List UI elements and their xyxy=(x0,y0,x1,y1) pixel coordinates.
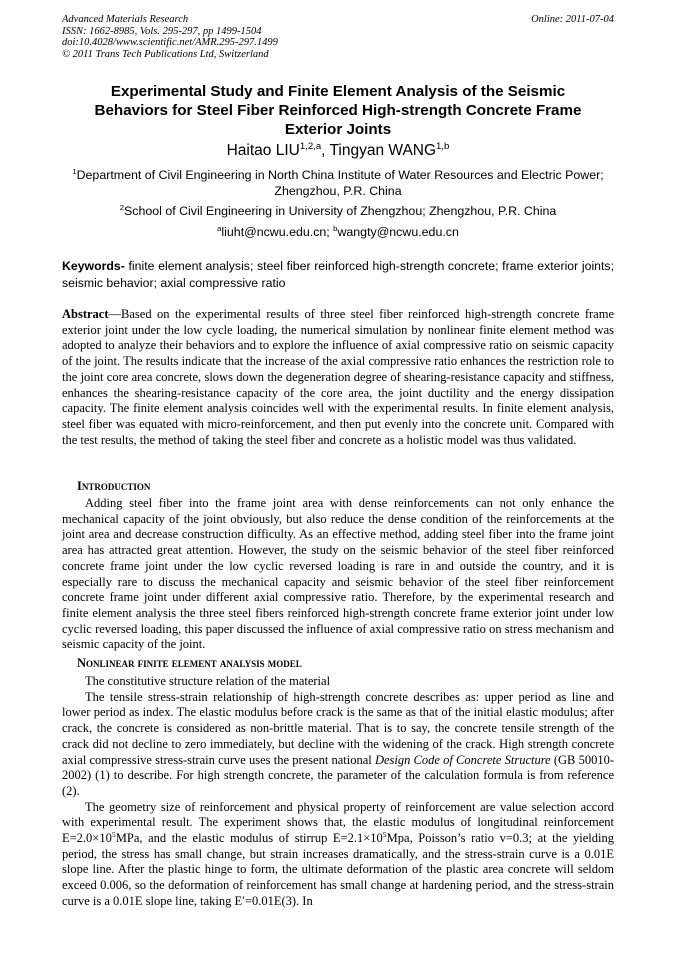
keywords-text: finite element analysis; steel fiber reinforced high-strength concrete; frame exterior joints; seismic behavior; axial compressive ratio xyxy=(62,259,614,290)
intro-block xyxy=(62,496,614,653)
email-sup-a: a xyxy=(217,223,222,233)
issn-line: ISSN: 1662-8985, Vols. 295-297, pp 1499-1504 xyxy=(62,25,262,37)
journal-header xyxy=(62,14,278,60)
affiliation-1 xyxy=(62,167,614,199)
doi-line: doi:10.4028/www.scientific.net/AMR.295-297.1499 xyxy=(62,37,278,48)
author-1-name: Haitao LIU xyxy=(226,142,300,159)
email-sup-b: b xyxy=(333,223,338,233)
email-a: liuht@ncwu.edu.cn; xyxy=(221,225,334,239)
affiliation-2 xyxy=(62,203,614,219)
author-1-sup: 1,2,a xyxy=(299,140,322,152)
nfem-p3-sup-1: 5 xyxy=(111,829,116,839)
author-separator: , xyxy=(321,142,330,159)
nfem-paragraph-2 xyxy=(62,690,614,800)
title-line-2: Behaviors for Steel Fiber Reinforced High-strength Concrete Frame xyxy=(94,102,582,119)
abstract-text: —Based on the experimental results of three steel fiber reinforced high-strength concrete frame exterior joint under the low cycle loading, the numerical simulation by nonlinear finite element method was adopted to analyze their behaviors and to explore the influence of axial compressive ratio on seismic capacity of the joint. The results indicate that the increase of the axial compressive ratio enhances the restriction role to the joint core area concrete, slows down the degeneration degree of shearing-resistance capacity and stiffness, enhances the shearing-resistance capacity of the core area, the joint ductility and the energy dissipation capacity. The finite element analysis coincides well with the experimental results. In finite element analysis, steel fiber was equated with micro-reinforcement, and then put evenly into the concrete unit. Compared with the test results, the method of taking the steel fiber and concrete as a holistic model was thus validated. xyxy=(62,307,614,447)
nfem-p3-text-a: The geometry size of reinforcement and physical property of reinforcement are value selection accord with experimental result. The experiment shows that, the elastic modulus of longitudinal reinforcement E=2.0×10 xyxy=(62,799,614,846)
email-line xyxy=(62,224,614,240)
abstract-block xyxy=(62,307,614,448)
keywords-block xyxy=(62,258,614,291)
journal-name: Advanced Materials Research xyxy=(62,14,189,25)
title-line-3: Exterior Joints xyxy=(284,121,392,138)
aff1-line-2: Zhengzhou, P.R. China xyxy=(274,184,402,198)
paper-title xyxy=(62,82,614,139)
aff2-sup: 2 xyxy=(119,202,124,212)
nfem-p2-text-a: The tensile stress-strain relationship of high-strength concrete describes as: upper period as line and lower period as index. The elastic modulus before crack is the same as that of the initial elastic modulus; after crack, the concrete is considered as non-brittle material. That is to say, the concrete tensile strength of the crack did not decline to zero immediately, but decline with the widening of the crack. High strength concrete axial compressive stress-strain curve uses the present national xyxy=(62,689,614,767)
copyright-line: © 2011 Trans Tech Publications Ltd, Switzerland xyxy=(62,48,269,60)
nfem-block xyxy=(62,674,614,910)
nfem-p3-sup-2: 5 xyxy=(382,829,387,839)
nfem-heading: Nonlinear finite element analysis model xyxy=(77,656,302,670)
email-b: wangty@ncwu.edu.cn xyxy=(337,225,459,239)
nfem-paragraph-1: The constitutive structure relation of the material xyxy=(85,674,331,688)
nfem-paragraph-3 xyxy=(62,800,614,910)
author-2-sup: 1,b xyxy=(436,140,450,152)
nfem-p3-text-c: Mpa, Poisson’s ratio v=0.3; at the yielding period, the stress has small change, but strain increases dramatically, and the stress-strain curve is a 0.01E slope line. After the plastic hinge to form, the ultimate deformation of the plastic area concrete will seldom exceed 0.006, so the deformation of reinforcement has small change at hardening period, and the stress-strain curve is a 0.01E slope line, taking E′=0.01E(3). In xyxy=(62,831,614,908)
aff1-sup: 1 xyxy=(72,166,77,176)
author-2-name: Tingyan WANG xyxy=(329,142,437,159)
nfem-p2-text-b: (GB 50010-2002) (1) to describe. For high strength concrete, the parameter of the calculation formula is from reference (2). xyxy=(62,752,614,798)
keywords-label: Keywords- xyxy=(62,259,125,273)
nfem-p3-text-b: MPa, and the elastic modulus of stirrup E=2.1×10 xyxy=(115,831,383,846)
abstract-label: Abstract xyxy=(62,307,109,321)
online-date: Online: 2011-07-04 xyxy=(531,14,614,25)
title-line-1: Experimental Study and Finite Element Analysis of the Seismic xyxy=(110,83,566,100)
intro-paragraph: Adding steel fiber into the frame joint area with dense reinforcements can not only enhance the mechanical capacity of the joint obviously, but also reduce the dense condition of the reinforcements at the joint area and decrease construction difficulty. As an effective method, adding steel fiber into the frame joint area has attracted great attention. However, the study on the seismic behavior of the steel fiber reinforced concrete frame joint under the low cyclic reversed loading is rare in and outside the country, and it is especially rare to discuss the mechanical capacity and seismic behavior of the steel fiber reinforcement concrete frame joint under different axial compressive ratio. Therefore, by the experimental research and finite element analysis the three steel fibers reinforced high-strength concrete frame exterior joint under low cyclic reversed loading, this paper discussed the influence of axial compressive ratio on stress mechanism and seismic capacity of the joint. xyxy=(62,496,614,652)
nfem-p2-code-title: Design Code of Concrete Structure xyxy=(374,752,551,767)
aff2-text: School of Civil Engineering in University of Zhengzhou; Zhengzhou, P.R. China xyxy=(123,204,557,218)
intro-heading: Introduction xyxy=(77,479,151,493)
author-list xyxy=(62,141,614,161)
aff1-line-1: Department of Civil Engineering in North China Institute of Water Resources and Electric Power; xyxy=(76,168,604,182)
